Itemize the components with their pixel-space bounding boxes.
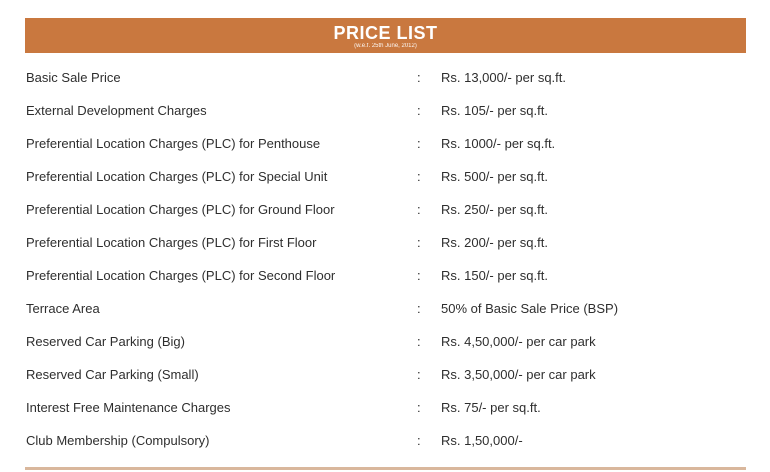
row-value: 50% of Basic Sale Price (BSP) [441,301,619,316]
row-value: Rs. 75/- per sq.ft. [441,400,541,415]
table-row [0,194,770,227]
price-list-banner [25,18,746,53]
row-separator: : [417,433,421,448]
row-label: Preferential Location Charges (PLC) for Ground Floor [26,202,335,217]
bottom-divider [25,467,746,470]
row-label: Interest Free Maintenance Charges [26,400,231,415]
row-value: Rs. 105/- per sq.ft. [441,103,548,118]
row-separator: : [417,202,421,217]
row-value: Rs. 13,000/- per sq.ft. [441,70,567,85]
row-label: Club Membership (Compulsory) [26,433,210,448]
table-row [0,293,770,326]
row-value: Rs. 150/- per sq.ft. [441,268,548,283]
row-value: Rs. 3,50,000/- per car park [441,367,596,382]
row-separator: : [417,70,421,85]
row-separator: : [417,367,421,382]
row-separator: : [417,334,421,349]
table-row [0,62,770,95]
table-row [0,326,770,359]
row-label: Preferential Location Charges (PLC) for First Floor [26,235,317,250]
table-row [0,161,770,194]
row-label: Preferential Location Charges (PLC) for Special Unit [26,169,328,184]
row-value: Rs. 4,50,000/- per car park [441,334,596,349]
row-value: Rs. 1,50,000/- [441,433,523,448]
table-row [0,128,770,161]
table-row [0,392,770,425]
price-list-effective-date: (w.e.f. 25th June, 2012) [354,43,417,49]
row-separator: : [417,400,421,415]
row-separator: : [417,301,421,316]
table-row [0,95,770,128]
row-separator: : [417,235,421,250]
row-value: Rs. 200/- per sq.ft. [441,235,548,250]
row-value: Rs. 1000/- per sq.ft. [441,136,556,151]
table-row [0,227,770,260]
row-separator: : [417,136,421,151]
row-label: Reserved Car Parking (Small) [26,367,199,382]
table-row [0,260,770,293]
row-value: Rs. 500/- per sq.ft. [441,169,548,184]
row-label: External Development Charges [26,103,207,118]
row-label: Terrace Area [26,301,100,316]
row-label: Preferential Location Charges (PLC) for Penthouse [26,136,321,151]
price-list-title: PRICE LIST [333,23,438,43]
row-label: Basic Sale Price [26,70,121,85]
price-list-table [0,62,770,458]
row-separator: : [417,169,421,184]
table-row [0,425,770,458]
table-row [0,359,770,392]
row-separator: : [417,103,421,118]
row-separator: : [417,268,421,283]
row-value: Rs. 250/- per sq.ft. [441,202,548,217]
row-label: Reserved Car Parking (Big) [26,334,185,349]
row-label: Preferential Location Charges (PLC) for Second Floor [26,268,336,283]
